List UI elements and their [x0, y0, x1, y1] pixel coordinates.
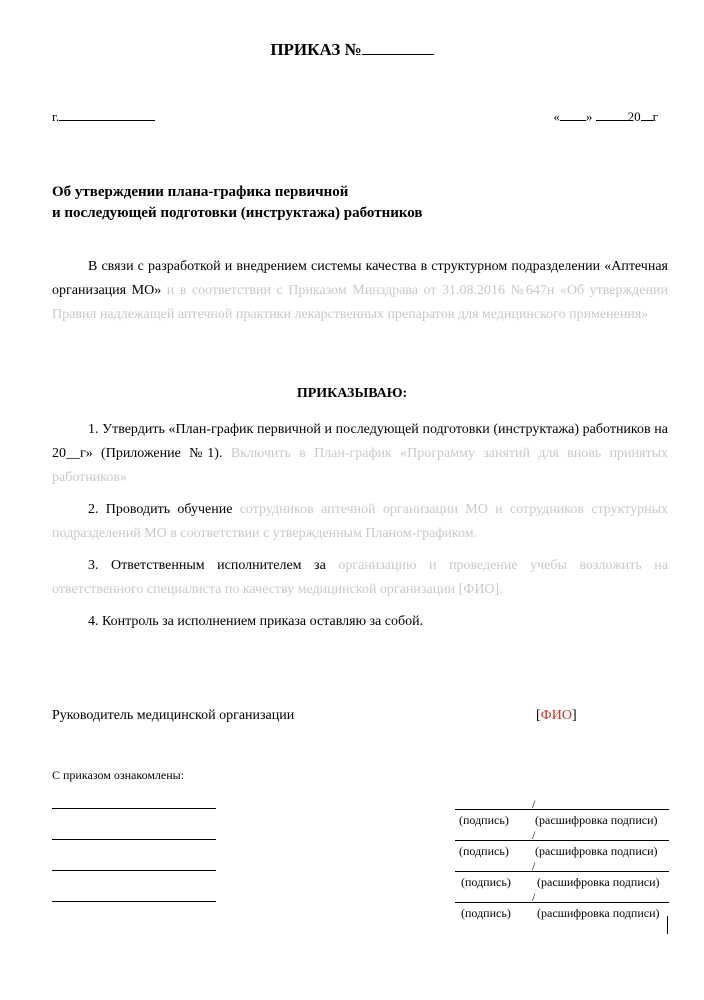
head-role: Руководитель медицинской организации — [52, 708, 295, 723]
intro-paragraph — [52, 255, 668, 327]
head-name — [536, 708, 577, 724]
item-4-text: 4. Контроль за исполнением приказа оставляю за собой. — [88, 614, 424, 629]
order-item — [52, 418, 668, 490]
heading-line-2: и последующей подготовки (инструктажа) работников — [52, 205, 423, 221]
order-item — [52, 554, 668, 602]
bracket-close: ] — [571, 708, 577, 723]
sign-caption: (подпись) — [459, 813, 509, 827]
heading-line-1: Об утверждении плана-графика первичной — [52, 184, 349, 200]
acquainted-label: С приказом ознакомлены: — [52, 768, 185, 782]
city-line — [52, 108, 155, 125]
item-3-faded: организацию и проведение учебы возложить на ответственного специалиста по качеству медицинской организации [ФИО]. — [52, 558, 669, 597]
date-close-quote: » — [585, 109, 593, 124]
text-cursor — [667, 916, 668, 934]
year-field[interactable] — [641, 108, 653, 121]
decode-caption: (расшифровка подписи) — [535, 844, 658, 858]
employee-name-line[interactable] — [52, 901, 216, 902]
sign-caption: (подпись) — [461, 906, 511, 920]
separator-slash: / — [532, 797, 536, 811]
document-title — [0, 40, 704, 60]
separator-slash: / — [532, 890, 536, 904]
order-item — [52, 498, 668, 546]
order-items — [52, 418, 668, 634]
separator-slash: / — [532, 828, 536, 842]
month-field[interactable] — [596, 108, 628, 121]
signature-line[interactable] — [455, 871, 669, 872]
item-3-text: 3. Ответственным исполнителем за — [88, 558, 326, 573]
city-prefix: г. — [52, 109, 60, 124]
employee-name-line[interactable] — [52, 808, 216, 809]
sign-caption: (подпись) — [461, 875, 511, 889]
year-suffix: г — [652, 109, 658, 124]
item-1-faded: Включить в План-график «Программу занятий для вновь принятых работников» — [52, 446, 669, 485]
year-prefix: 20 — [627, 109, 641, 124]
item-1-text: 1. Утвердить «План-график первичной и последующей подготовки (инструктажа) работников на 20__г» (Приложение №1). — [52, 422, 668, 461]
item-2-text: 2. Проводить обучение — [88, 502, 233, 517]
title-text: ПРИКАЗ № — [270, 40, 362, 59]
sign-caption: (подпись) — [459, 844, 509, 858]
decode-caption: (расшифровка подписи) — [537, 906, 660, 920]
employee-name-line[interactable] — [52, 839, 216, 840]
date-open-quote: « — [553, 109, 560, 124]
name-placeholder[interactable]: ФИО — [540, 708, 572, 723]
intro-faded: и в соответствии с Приказом Минздрава от 31.08.2016 №647н «Об утверждении Правил надлежащей аптечной практики лекарственных препаратов для медицинского применения» — [52, 283, 668, 322]
city-field[interactable] — [59, 108, 155, 121]
order-number-field[interactable] — [362, 40, 434, 55]
order-word: ПРИКАЗЫВАЮ: — [296, 386, 408, 401]
separator-slash: / — [532, 859, 536, 873]
signature-line[interactable] — [455, 902, 669, 903]
signature-line[interactable] — [455, 809, 669, 810]
day-field[interactable] — [560, 108, 586, 121]
bracket-open: [ — [536, 708, 541, 723]
signature-line[interactable] — [455, 840, 669, 841]
employee-name-line[interactable] — [52, 870, 216, 871]
order-item — [52, 610, 668, 634]
item-2-faded: сотрудников аптечной организации МО и сотрудников структурных подразделений МО в соответствии с утвержденным Планом-графиком. — [52, 502, 668, 541]
decode-caption: (расшифровка подписи) — [535, 813, 658, 827]
date-line — [553, 108, 658, 125]
document-heading — [52, 182, 423, 224]
decode-caption: (расшифровка подписи) — [537, 875, 660, 889]
intro-visible: В связи с разработкой и внедрением системы качества в структурном подразделении «Аптечная организация МО» — [52, 259, 668, 298]
